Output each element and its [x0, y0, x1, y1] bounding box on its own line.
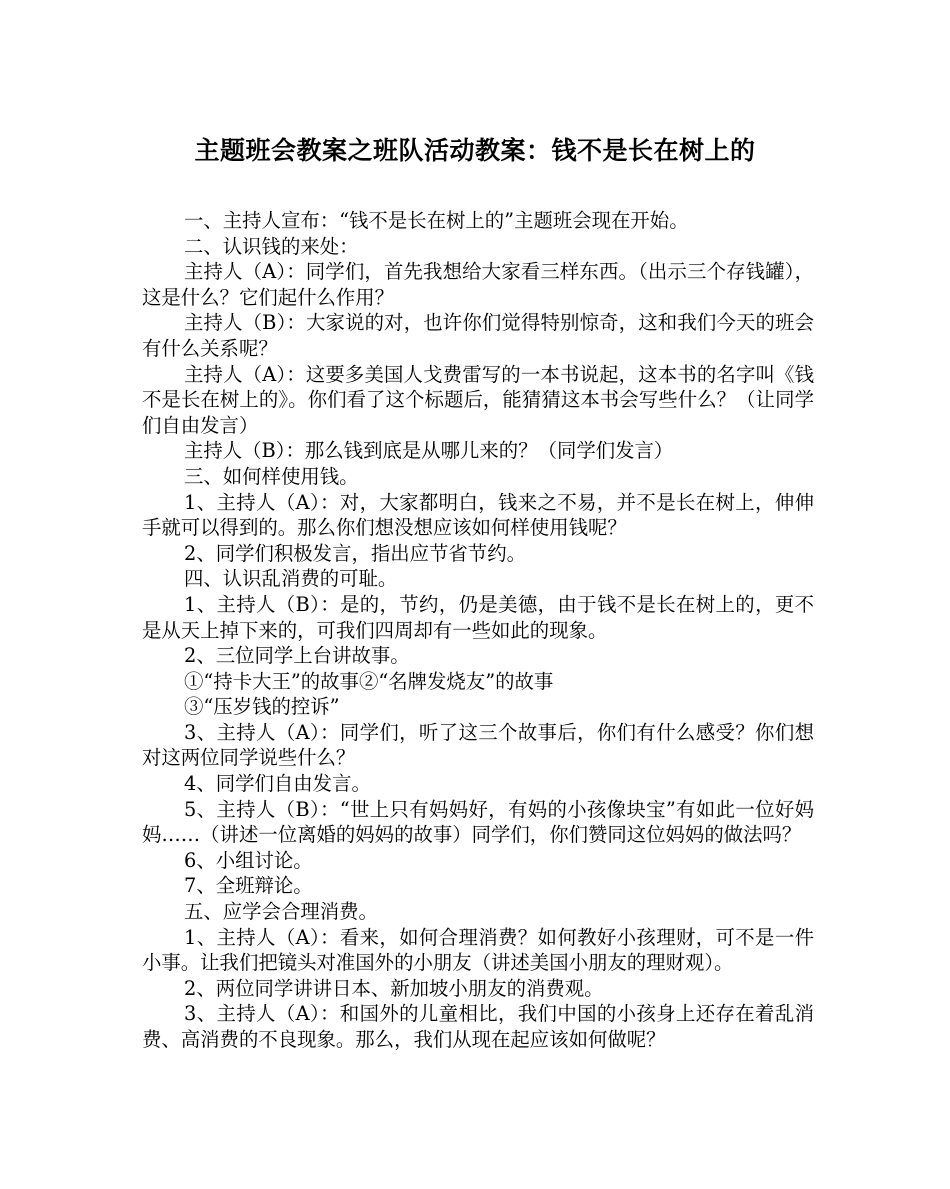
paragraph: 3、主持人（A）：和国外的儿童相比，我们中国的小孩身上还存在着乱消费、高消费的不良现象。那么，我们从现在起应该如何做呢？	[142, 1002, 814, 1051]
paragraph: 1、主持人（A）：看来，如何合理消费？如何教好小孩理财，可不是一件小事。让我们把镜头对准国外的小朋友（讲述美国小朋友的理财观）。	[142, 925, 814, 975]
paragraph: 7、全班辩论。	[184, 874, 313, 898]
paragraph: 一、主持人宣布：“钱不是长在树上的”主题班会现在开始。	[184, 209, 689, 232]
paragraph: 1、主持人（A）：对，大家都明白，钱来之不易，并不是长在树上，伸伸手就可以得到的。那么你们想没想应该如何样使用钱呢？	[142, 490, 814, 540]
paragraph: 2、三位同学上台讲故事。	[184, 644, 410, 668]
document-title: 主题班会教案之班队活动教案：钱不是长在树上的	[194, 136, 756, 165]
paragraph: 四、认识乱消费的可耻。	[184, 567, 398, 591]
paragraph: 主持人（B）：大家说的对，也许你们觉得特别惊奇，这和我们今天的班会有什么关系呢？	[142, 311, 814, 360]
paragraph: 主持人（A）：这要多美国人戈费雷写的一本书说起，这本书的名字叫《钱不是长在树上的》。你们看了这个标题后，能猜猜这本书会写些什么？（让同学们自由发言）	[142, 362, 814, 437]
paragraph: 2、两位同学讲讲日本、新加坡小朋友的消费观。	[184, 976, 604, 1000]
paragraph: 五、应学会合理消费。	[184, 900, 378, 924]
paragraph: 二、认识钱的来处：	[184, 234, 359, 258]
paragraph: 4、同学们自由发言。	[184, 772, 371, 796]
paragraph: ③“压岁钱的控诉”	[184, 695, 340, 719]
paragraph: 3、主持人（A）：同学们，听了这三个故事后，你们有什么感受？你们想对这两位同学说些什么？	[142, 720, 814, 770]
paragraph: 主持人（B）：那么钱到底是从哪儿来的？（同学们发言）	[184, 439, 674, 463]
paragraph: 1、主持人（B）：是的，节约，仍是美德，由于钱不是长在树上的，更不是从天上掉下来的，可我们四周却有一些如此的现象。	[142, 592, 814, 642]
document-body	[142, 208, 814, 1053]
paragraph: 5、主持人（B）：“世上只有妈妈好，有妈的小孩像块宝”有如此一位好妈妈……（讲述一位离婚的妈妈的故事）同学们，你们赞同这位妈妈的做法吗？	[142, 797, 814, 847]
paragraph: 三、如何样使用钱。	[184, 464, 359, 488]
paragraph: 6、小组讨论。	[184, 848, 313, 872]
paragraph: ①“持卡大王”的故事②“名牌发烧友”的故事	[184, 669, 554, 693]
paragraph: 主持人（A）：同学们，首先我想给大家看三样东西。（出示三个存钱罐），这是什么？它们起什么作用？	[142, 260, 814, 309]
paragraph: 2、同学们积极发言，指出应节省节约。	[184, 541, 526, 565]
